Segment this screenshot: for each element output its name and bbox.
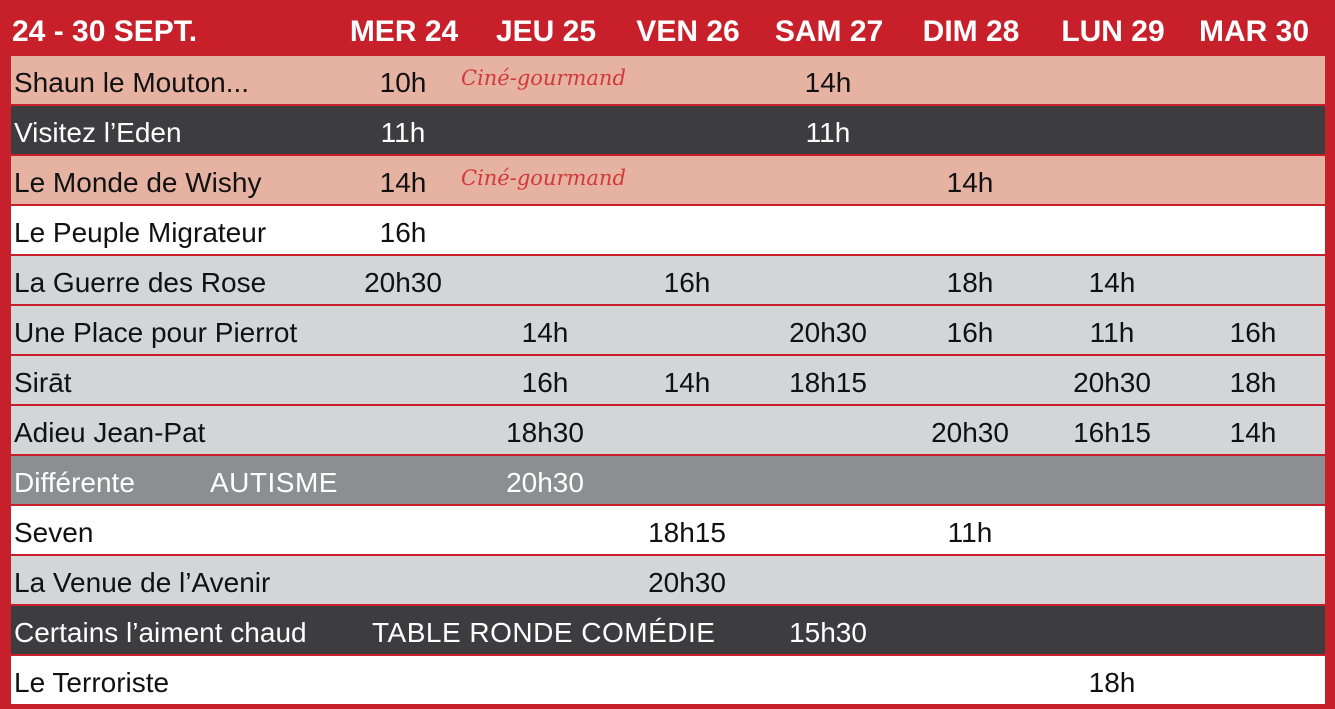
- film-title: Différente: [14, 467, 135, 498]
- film-row: [11, 356, 1325, 404]
- showtime: 15h30: [789, 617, 867, 648]
- showtime: 20h30: [789, 317, 867, 348]
- film-title: Seven: [14, 517, 94, 548]
- showtime: 18h15: [648, 517, 726, 548]
- film-row: [11, 306, 1325, 354]
- film-row: [11, 56, 1325, 104]
- film-title: Shaun le Mouton...: [14, 67, 250, 98]
- day-header-2: JEU 25: [495, 15, 597, 48]
- showtime: 18h: [1229, 367, 1277, 398]
- showtime: 16h15: [1073, 417, 1151, 448]
- showtime: 16h: [663, 267, 711, 298]
- film-row: [11, 156, 1325, 204]
- showtime: 20h30: [648, 567, 726, 598]
- film-title: La Venue de l’Avenir: [14, 567, 271, 598]
- event-tag: AUTISME: [210, 467, 338, 498]
- film-row: [11, 656, 1325, 704]
- showtime: 11h: [947, 517, 993, 548]
- showtime: 20h30: [1073, 367, 1151, 398]
- showtime: 18h15: [789, 367, 867, 398]
- day-header-7: MAR 30: [1198, 15, 1310, 48]
- cine-gourmand-label: Ciné-gourmand: [461, 66, 626, 90]
- showtime: 14h: [1088, 267, 1136, 298]
- showtime: 16h: [1229, 317, 1277, 348]
- film-title: La Guerre des Rose: [14, 267, 267, 298]
- showtime: 14h: [804, 67, 852, 98]
- event-tag: TABLE RONDE COMÉDIE: [372, 617, 716, 648]
- showtime: 20h30: [364, 267, 442, 298]
- film-row: [11, 506, 1325, 554]
- showtime: 14h: [521, 317, 569, 348]
- film-title: Adieu Jean-Pat: [14, 417, 206, 448]
- film-row: [11, 206, 1325, 254]
- film-row: [11, 406, 1325, 454]
- showtime: 16h: [946, 317, 994, 348]
- film-title: Visitez l’Eden: [14, 117, 182, 148]
- showtime: 11h: [1089, 317, 1135, 348]
- cine-gourmand-label: Ciné-gourmand: [461, 166, 626, 190]
- film-row: [11, 556, 1325, 604]
- header-row: [0, 0, 1335, 56]
- film-title: Certains l’aiment chaud: [14, 617, 307, 648]
- date-range: 24 - 30 SEPT.: [12, 15, 198, 48]
- cine-gourmand-note: [461, 58, 641, 96]
- day-header-5: DIM 28: [922, 15, 1020, 48]
- film-row: [11, 456, 1325, 504]
- day-header-1: MER 24: [349, 15, 459, 48]
- showtime: 16h: [521, 367, 569, 398]
- showtime: 20h30: [506, 467, 584, 498]
- showtime: 10h: [379, 67, 427, 98]
- showtime: 14h: [1229, 417, 1277, 448]
- film-title: Le Monde de Wishy: [14, 167, 262, 198]
- day-header-6: LUN 29: [1061, 15, 1165, 48]
- showtime: 14h: [379, 167, 427, 198]
- showtime: 14h: [663, 367, 711, 398]
- day-header-4: SAM 27: [774, 15, 884, 48]
- film-title: Une Place pour Pierrot: [14, 317, 298, 348]
- film-row: [11, 256, 1325, 304]
- showtime: 16h: [379, 217, 427, 248]
- showtime: 18h: [1088, 667, 1136, 698]
- film-row: [11, 606, 1325, 654]
- film-title: Sirāt: [14, 367, 72, 398]
- showtime: 20h30: [931, 417, 1009, 448]
- film-title: Le Terroriste: [14, 667, 170, 698]
- showtime: 11h: [380, 117, 426, 148]
- showtime: 14h: [946, 167, 994, 198]
- showtime: 18h30: [506, 417, 584, 448]
- showtime: 11h: [805, 117, 851, 148]
- day-header-3: VEN 26: [636, 15, 740, 48]
- film-row: [11, 106, 1325, 154]
- showtime: 18h: [946, 267, 994, 298]
- cine-gourmand-note: [461, 158, 641, 196]
- film-title: Le Peuple Migrateur: [14, 217, 267, 248]
